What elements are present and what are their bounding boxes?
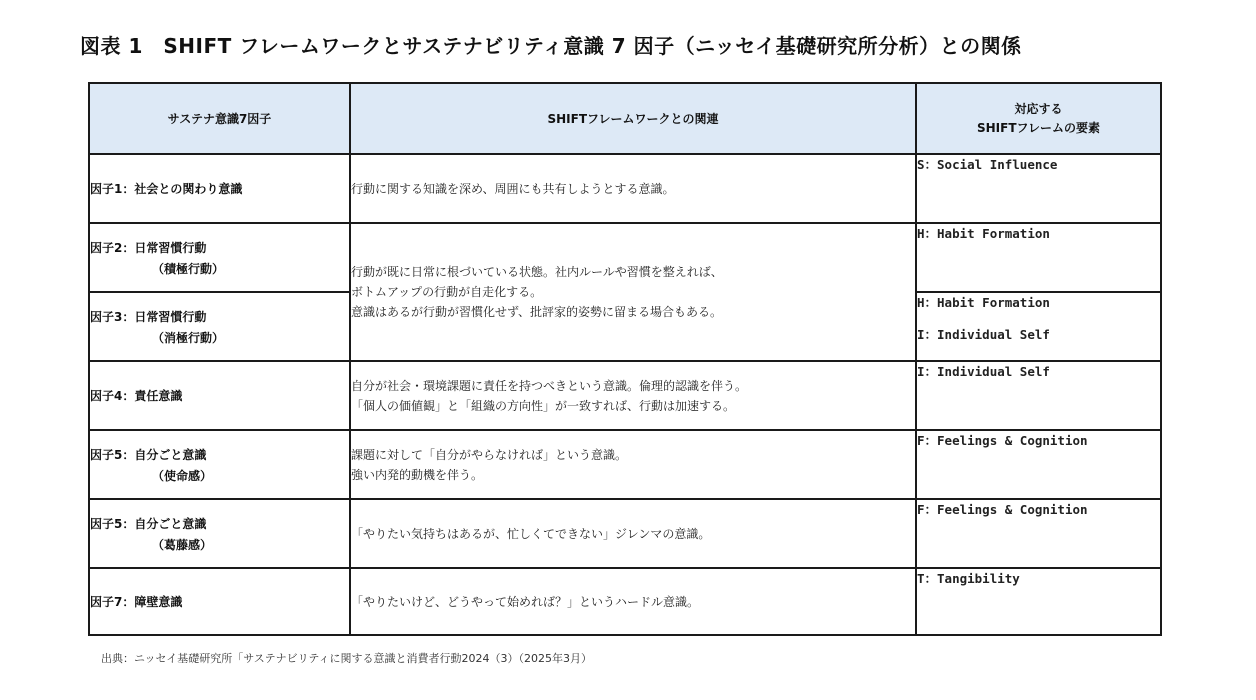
- relation-line: 「やりたいけど、どうやって始めれば？」というハードル意識。: [351, 594, 700, 609]
- factor-cell: [89, 430, 350, 499]
- element-label: I：Individual Self: [917, 364, 1050, 379]
- factor-cell: [89, 499, 350, 568]
- element-cell: [916, 499, 1161, 568]
- element-cell: [916, 292, 1161, 361]
- table-header-row: [89, 83, 1161, 154]
- factor-sub-label: （消極行動）: [152, 330, 225, 345]
- relation-line: 強い内発的動機を伴う。: [351, 467, 484, 482]
- factor-label: 因子5：自分ごと意識: [90, 447, 207, 462]
- table-row: [89, 154, 1161, 223]
- factor-cell: [89, 292, 350, 361]
- table-row: [89, 361, 1161, 430]
- element-cell: [916, 154, 1161, 223]
- shift-factor-table: [88, 82, 1162, 636]
- factor-sub-label: （葛藤感）: [152, 537, 213, 552]
- element-label: F：Feelings & Cognition: [917, 502, 1088, 517]
- table-row: [89, 568, 1161, 635]
- factor-sub-label: （使命感）: [152, 468, 213, 483]
- element-label: S：Social Influence: [917, 157, 1058, 172]
- relation-line: 課題に対して「自分がやらなければ」という意識。: [351, 447, 628, 462]
- relation-cell-merged: [350, 223, 916, 361]
- relation-line: 行動に関する知識を深め、周囲にも共有しようとする意識。: [351, 181, 675, 196]
- factor-cell: [89, 361, 350, 430]
- header-element-line2: SHIFTフレームの要素: [976, 120, 1101, 135]
- factor-label: 因子5：自分ごと意識: [90, 516, 207, 531]
- factor-label: 因子4：責任意識: [90, 389, 183, 403]
- header-factor: サステナ意識7因子: [89, 83, 350, 154]
- relation-line: ボトムアップの行動が自走化する。: [351, 285, 543, 299]
- factor-label: 因子1：社会との関わり意識: [90, 182, 243, 196]
- page-title: 図表 1 SHIFT フレームワークとサステナビリティ意識 7 因子（ニッセイ基礎研究所分析）との関係: [80, 34, 1022, 58]
- element-label: T：Tangibility: [917, 571, 1020, 586]
- table-row: [89, 430, 1161, 499]
- relation-cell: [350, 568, 916, 635]
- element-cell: [916, 568, 1161, 635]
- relation-cell: [350, 154, 916, 223]
- factor-sub-label: （積極行動）: [152, 261, 225, 276]
- element-cell: [916, 430, 1161, 499]
- element-label: F：Feelings & Cognition: [917, 433, 1088, 448]
- relation-line: 自分が社会・環境課題に責任を持つべきという意識。倫理的認識を伴う。: [351, 378, 748, 393]
- relation-cell: [350, 499, 916, 568]
- source-note: 出典：ニッセイ基礎研究所「サステナビリティに関する意識と消費者行動2024（3）（2025年3月）: [101, 652, 592, 665]
- factor-cell: [89, 223, 350, 292]
- factor-label: 因子2：日常習慣行動: [90, 240, 207, 255]
- element-cell: [916, 223, 1161, 292]
- element-label: I：Individual Self: [917, 327, 1050, 342]
- factor-label: 因子7：障壁意識: [90, 595, 183, 609]
- relation-line: 意識はあるが行動が習慣化せず、批評家的姿勢に留まる場合もある。: [351, 305, 723, 319]
- element-label: H：Habit Formation: [917, 226, 1050, 241]
- factor-cell: [89, 154, 350, 223]
- header-element: [916, 83, 1161, 154]
- table-row: [89, 499, 1161, 568]
- element-cell: [916, 361, 1161, 430]
- relation-line: 「やりたい気持ちはあるが、忙しくてできない」ジレンマの意識。: [351, 526, 711, 541]
- header-element-line1: 対応する: [1014, 101, 1063, 116]
- factor-label: 因子3：日常習慣行動: [90, 309, 207, 324]
- relation-cell: [350, 430, 916, 499]
- relation-line: 「個人の価値観」と「組織の方向性」が一致すれば、行動は加速する。: [351, 398, 736, 413]
- table-row: [89, 223, 1161, 292]
- relation-cell: [350, 361, 916, 430]
- relation-line: 行動が既に日常に根づいている状態。社内ルールや習慣を整えれば、: [351, 265, 723, 279]
- element-label: H：Habit Formation: [917, 295, 1050, 310]
- header-relation: SHIFTフレームワークとの関連: [350, 83, 916, 154]
- factor-cell: [89, 568, 350, 635]
